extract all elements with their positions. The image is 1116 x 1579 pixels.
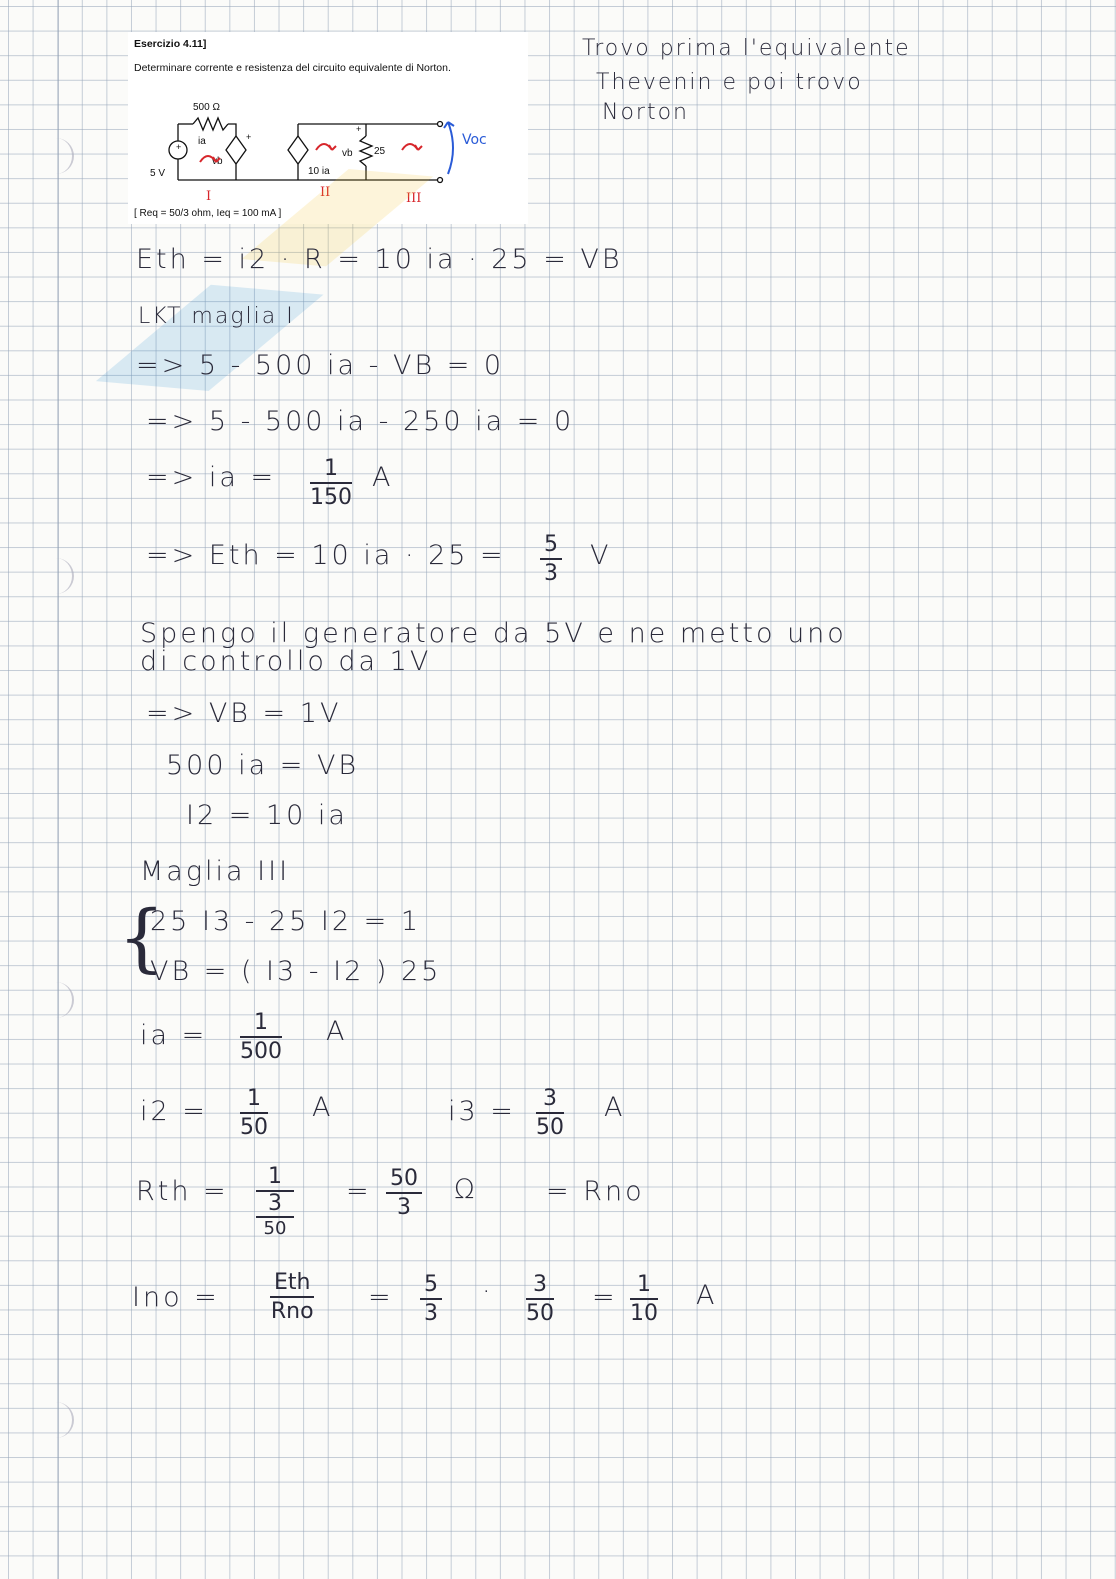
note-line-7: Spengo il generatore da 5V e ne metto uno bbox=[140, 618, 847, 649]
fraction-ino-1 bbox=[420, 1272, 442, 1328]
note-line-4: => 5 - 500 ia - 250 ia = 0 bbox=[146, 406, 575, 437]
fraction-rth bbox=[256, 1164, 294, 1240]
fraction-den-num: 3 bbox=[268, 1191, 282, 1216]
fraction-num: 5 bbox=[420, 1272, 442, 1300]
loop-label-1: I bbox=[206, 189, 212, 204]
punch-hole bbox=[46, 558, 74, 594]
note-ino-unit: A bbox=[696, 1280, 718, 1311]
label-vb2: vb bbox=[342, 148, 353, 159]
punch-hole bbox=[46, 138, 74, 174]
fraction-num: 1 bbox=[256, 1164, 294, 1192]
fraction-ia bbox=[310, 456, 352, 512]
fraction-den: 500 bbox=[240, 1039, 282, 1064]
note-rth-rno: = Rno bbox=[546, 1176, 645, 1207]
circuit-diagram bbox=[148, 96, 528, 206]
voc-arrow bbox=[444, 122, 454, 174]
label-voc: Voc bbox=[462, 132, 487, 148]
fraction-den: 50 bbox=[240, 1115, 268, 1140]
fraction-num: 5 bbox=[540, 532, 562, 560]
note-intro-3: Norton bbox=[602, 100, 689, 125]
note-intro-2: Thevenin e poi trovo bbox=[596, 70, 863, 95]
note-line-8: di controllo da 1V bbox=[140, 646, 432, 677]
note-ino-eq: = bbox=[368, 1282, 394, 1313]
note-line-11: I2 = 10 ia bbox=[186, 800, 348, 831]
exercise-answer: [ Req = 50/3 ohm, Ieq = 100 mA ] bbox=[134, 208, 282, 219]
svg-text:+: + bbox=[356, 124, 362, 134]
svg-text:+: + bbox=[176, 142, 182, 152]
system-brace: { bbox=[118, 895, 166, 981]
margin-line bbox=[58, 0, 59, 1579]
note-line-1: Eth = i2 · R = 10 ia · 25 = VB bbox=[136, 244, 623, 275]
fraction-num: 1 bbox=[630, 1272, 658, 1300]
note-line-2: LKT maglia I bbox=[138, 304, 295, 329]
fraction-den: Rno bbox=[270, 1299, 314, 1324]
label-ia: ia bbox=[198, 136, 206, 147]
note-rth-lhs: Rth = bbox=[136, 1176, 229, 1207]
note-ino-dot: · bbox=[482, 1276, 494, 1307]
fraction-i2 bbox=[240, 1086, 268, 1142]
fraction-den: 3 bbox=[544, 561, 558, 586]
loop-label-2: II bbox=[320, 185, 331, 200]
dependent-source-2 bbox=[288, 136, 308, 164]
fraction-num: Eth bbox=[270, 1270, 314, 1298]
fraction-num: 3 bbox=[526, 1272, 554, 1300]
note-i2-unit: A bbox=[312, 1092, 334, 1123]
punch-hole bbox=[46, 982, 74, 1018]
note-line-9: => VB = 1V bbox=[146, 698, 342, 729]
fraction-den: 50 bbox=[526, 1301, 554, 1326]
note-i3-lhs: i3 = bbox=[448, 1096, 516, 1127]
note-line-6-lhs: => Eth = 10 ia · 25 = bbox=[146, 540, 506, 571]
label-dep-source: 10 ia bbox=[308, 166, 330, 177]
resistor-25 bbox=[360, 136, 372, 166]
fraction-num: 1 bbox=[310, 456, 352, 484]
fraction-den: 50 bbox=[536, 1115, 564, 1140]
note-line-5-lhs: => ia = bbox=[146, 462, 277, 493]
dependent-source-1 bbox=[226, 136, 246, 164]
label-r2: 25 bbox=[374, 146, 386, 157]
note-intro-1: Trovo prima l'equivalente bbox=[582, 36, 911, 61]
exercise-prompt: Determinare corrente e resistenza del circuito equivalente di Norton. bbox=[134, 62, 451, 74]
fraction-den: 10 bbox=[630, 1301, 658, 1326]
note-ia-unit: A bbox=[326, 1016, 348, 1047]
note-i2-lhs: i2 = bbox=[140, 1096, 208, 1127]
fraction-eth bbox=[540, 532, 562, 588]
note-rth-unit: Ω bbox=[454, 1174, 478, 1205]
label-r1: 500 Ω bbox=[193, 102, 220, 113]
fraction-rth-2 bbox=[386, 1166, 422, 1222]
fraction-den-den: 50 bbox=[256, 1216, 294, 1240]
note-system-2: VB = ( I3 - I2 ) 25 bbox=[150, 956, 442, 987]
note-ino-lhs: Ino = bbox=[132, 1282, 220, 1313]
fraction-ino-3 bbox=[630, 1272, 658, 1328]
resistor-500 bbox=[193, 118, 228, 130]
fraction-den: 150 bbox=[310, 485, 352, 510]
fraction-ino bbox=[270, 1270, 314, 1326]
fraction-num: 50 bbox=[386, 1166, 422, 1194]
note-line-3: => 5 - 500 ia - VB = 0 bbox=[136, 350, 505, 381]
svg-text:+: + bbox=[246, 132, 252, 142]
punch-hole bbox=[46, 1402, 74, 1438]
fraction-ia-2 bbox=[240, 1010, 282, 1066]
fraction-den: 3 bbox=[424, 1301, 438, 1326]
note-ia-lhs: ia = bbox=[140, 1020, 208, 1051]
fraction-den: 3 bbox=[397, 1195, 411, 1220]
fraction-ino-2 bbox=[526, 1272, 554, 1328]
label-source: 5 V bbox=[150, 168, 166, 179]
note-i3-unit: A bbox=[604, 1092, 626, 1123]
note-line-10: 500 ia = VB bbox=[166, 750, 360, 781]
note-line-6-unit: V bbox=[590, 540, 612, 571]
exercise-clipping bbox=[128, 32, 528, 224]
fraction-i3 bbox=[536, 1086, 564, 1142]
loop-label-3: III bbox=[406, 191, 422, 206]
note-ino-eq2: = bbox=[592, 1282, 618, 1313]
note-rth-eq: = bbox=[346, 1176, 372, 1207]
exercise-title: Esercizio 4.11] bbox=[134, 38, 207, 50]
note-line-12: Maglia III bbox=[140, 856, 291, 887]
fraction-num: 1 bbox=[240, 1086, 268, 1114]
label-vb: vb bbox=[212, 156, 223, 167]
fraction-num: 3 bbox=[536, 1086, 564, 1114]
fraction-num: 1 bbox=[240, 1010, 282, 1038]
note-line-5-unit: A bbox=[372, 462, 394, 493]
note-system-1: 25 I3 - 25 I2 = 1 bbox=[150, 906, 422, 937]
